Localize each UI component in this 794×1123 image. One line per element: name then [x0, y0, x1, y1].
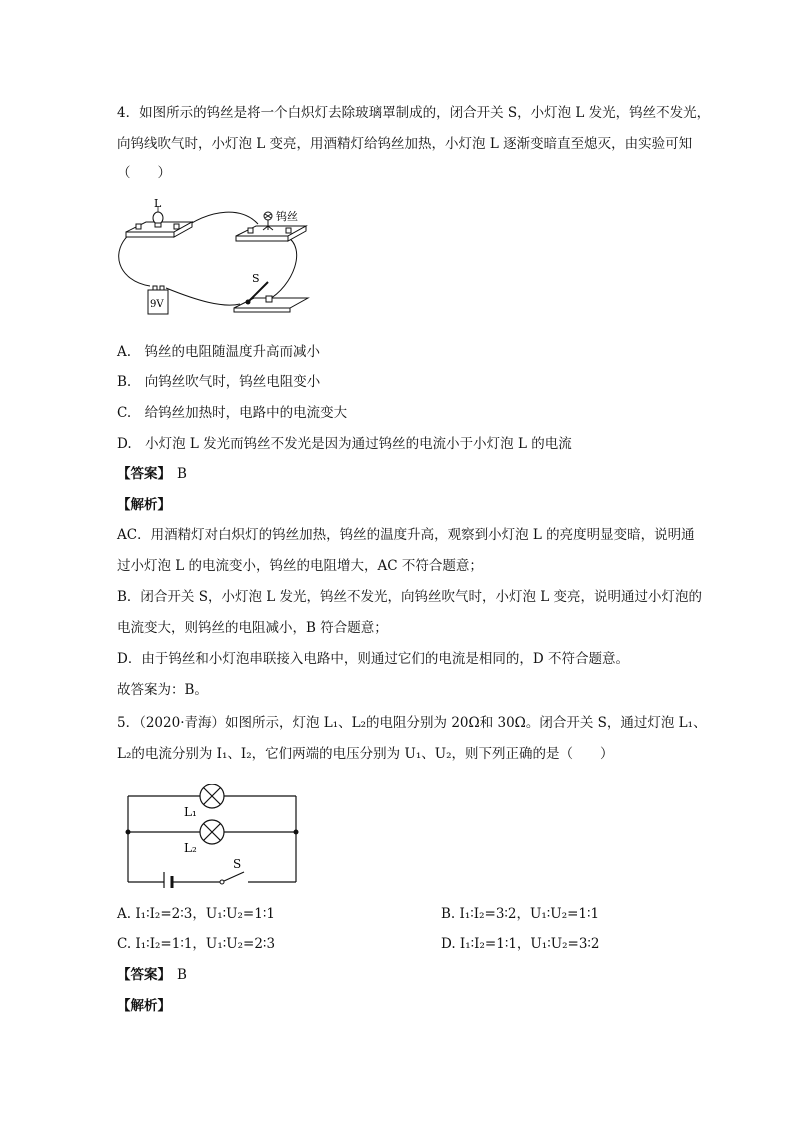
q5-label-s: S [233, 857, 242, 871]
q4-conclusion: 故答案为：B。 [117, 682, 208, 698]
q5-answer-label: 【答案】 [117, 967, 171, 983]
q4-stem-line1: 4．如图所示的钨丝是将一个白炽灯去除玻璃罩制成的，闭合开关 S，小灯泡 L 发光，钨丝不发光， [117, 105, 711, 121]
q5-option-d: D. I₁∶I₂=1∶1，U₁∶U₂=3∶2 [441, 936, 600, 952]
battery-icon [164, 872, 172, 888]
q5-label-l1: L₁ [184, 805, 197, 819]
q4-option-c: C. 给钨丝加热时，电路中的电流变大 [117, 405, 348, 421]
q5-answer-value: B [177, 967, 187, 983]
q4-answer-label: 【答案】 [117, 466, 171, 482]
lamp-l2-icon [200, 820, 224, 844]
lamp-l1-icon [200, 784, 224, 808]
q5-stem-line2: L₂的电流分别为 I₁、I₂，它们两端的电压分别为 U₁、U₂，则下列正确的是（ ） [117, 746, 614, 762]
q4-answer-value: B [177, 466, 187, 482]
q5-option-b: B. I₁∶I₂=3∶2，U₁∶U₂=1∶1 [441, 906, 600, 922]
q5-option-a: A. I₁∶I₂=2∶3，U₁∶U₂=1∶1 [117, 906, 275, 922]
q4-analysis-5: D．由于钨丝和小灯泡串联接入电路中，则通过它们的电流是相同的，D 不符合题意。 [117, 651, 629, 667]
q4-analysis-1: AC．用酒精灯对白炽灯的钨丝加热，钨丝的温度升高，观察到小灯泡 L 的亮度明显变暗，说明通 [117, 527, 695, 543]
q4-stem-line3: （ ） [117, 165, 171, 181]
q4-label-l: L [154, 197, 162, 210]
q4-analysis-2: 过小灯泡 L 的电流变小，钨丝的电阻增大，AC 不符合题意； [117, 558, 483, 574]
q5-answer [117, 965, 717, 985]
q4-option-a: A. 钨丝的电阻随温度升高而减小 [117, 344, 321, 360]
q5-stem-line1: 5．（2020·青海）如图所示，灯泡 L₁、L₂的电阻分别为 20Ω和 30Ω。闭合开关 S，通过灯泡 L₁、 [117, 715, 707, 731]
q4-label-s: S [252, 272, 260, 285]
q4-analysis-4: 电流变大，则钨丝的电阻减小，B 符合题意； [117, 620, 388, 636]
q5-option-c: C. I₁∶I₂=1∶1，U₁∶U₂=2∶3 [117, 936, 276, 952]
q4-analysis-3: B．闭合开关 S，小灯泡 L 发光，钨丝不发光，向钨丝吹气时，小灯泡 L 变亮，说明通过小灯泡的 [117, 589, 703, 605]
q5-analysis-label: 【解析】 [117, 998, 171, 1014]
q4-option-d: D. 小灯泡 L 发光而钨丝不发光是因为通过钨丝的电流小于小灯泡 L 的电流 [117, 436, 572, 452]
q4-option-b: B. 向钨丝吹气时，钨丝电阻变小 [117, 374, 321, 390]
q4-analysis-label: 【解析】 [117, 497, 171, 513]
q4-stem-line2: 向钨线吹气时，小灯泡 L 变亮，用酒精灯给钨丝加热，小灯泡 L 逐渐变暗直至熄灭，由实验可知 [117, 136, 693, 152]
q4-label-tungsten: 钨丝 [276, 210, 298, 223]
q4-circuit-figure [118, 196, 328, 320]
switch-s-icon [220, 872, 244, 884]
q5-circuit-figure [120, 784, 310, 888]
q4-answer [117, 464, 717, 484]
q5-label-l2: L₂ [184, 841, 197, 855]
q4-label-battery: 9V [150, 299, 164, 310]
